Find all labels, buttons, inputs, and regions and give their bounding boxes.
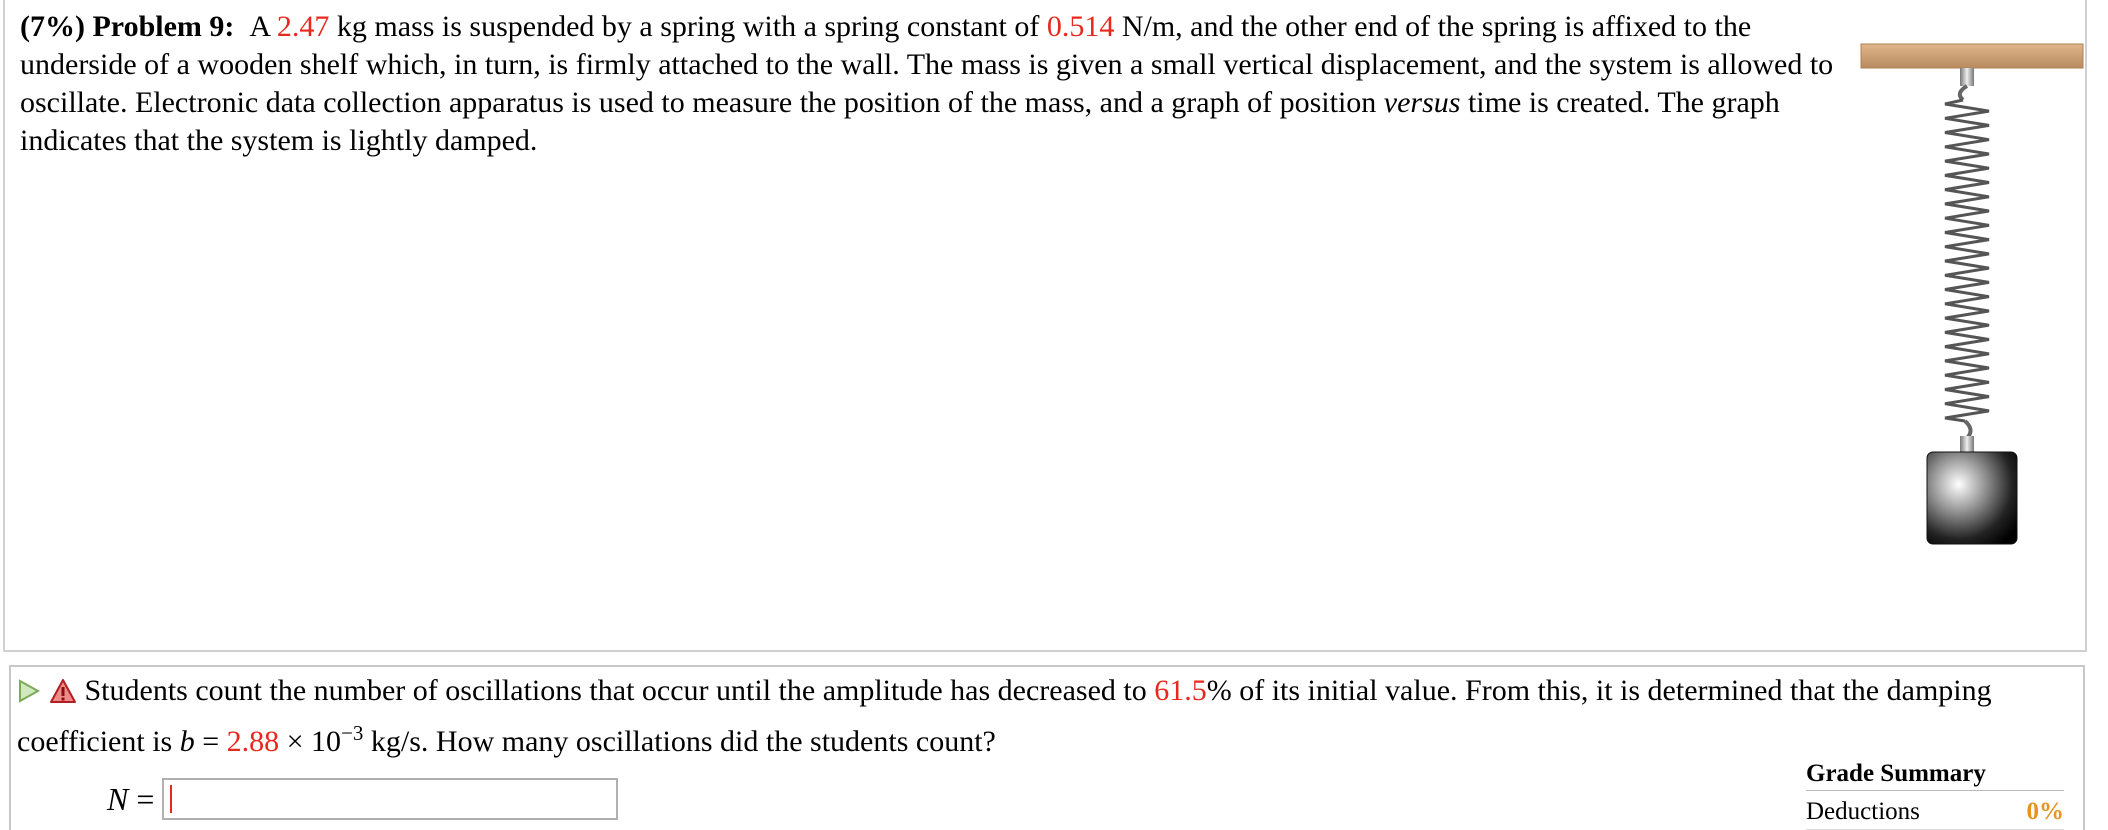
answer-row [107, 775, 618, 823]
problem-text-2: kg mass is suspended by a spring with a spring constant of [329, 10, 1047, 43]
answer-equals: = [136, 780, 155, 817]
percent-value: 61.5 [1154, 674, 1207, 707]
answer-label: N [107, 780, 129, 817]
bottom-hook-curve [1965, 421, 1971, 438]
top-hook [1960, 68, 1974, 86]
question-text-3: kg/s. How many oscillations did the students count? [363, 725, 996, 758]
answer-field-wrap [154, 778, 618, 820]
mass-value: 2.47 [276, 10, 330, 43]
text-cursor [170, 785, 172, 813]
spring-constant-value: 0.514 [1046, 10, 1115, 43]
question-text-2: % of its initial value. From this, it is determined that the damping coefficient is [17, 674, 1992, 758]
bottom-hook [1960, 436, 1974, 452]
question-text-1: Students count the number of oscillations that occur until the amplitude has decreased to [84, 674, 1155, 707]
exponent: −3 [341, 721, 364, 745]
problem-statement [20, 8, 1840, 160]
grade-summary-title: Grade Summary [1806, 760, 2064, 791]
question-statement [17, 671, 2067, 761]
grade-summary [1806, 760, 2064, 830]
equals-sign: = [194, 725, 227, 758]
deductions-label: Deductions [1806, 798, 1920, 825]
play-triangle-icon[interactable] [17, 678, 41, 704]
wooden-shelf [1861, 44, 2083, 68]
times-ten: × 10 [279, 725, 342, 758]
warning-icon[interactable] [49, 678, 77, 704]
problem-text-1: A [249, 10, 277, 43]
damping-coefficient-value: 2.88 [226, 725, 280, 758]
question-panel [9, 665, 2085, 830]
problem-text-4: time is created. The graph indicates that the system is lightly damped. [20, 86, 1780, 157]
spring-coils [1945, 100, 1989, 421]
spring-mass-figure [1855, 38, 2085, 558]
answer-input[interactable] [162, 778, 618, 820]
problem-panel [3, 0, 2087, 652]
problem-label: Problem 9: [92, 10, 235, 43]
problem-text-3: N/m, and the other end of the spring is affixed to the underside of a wooden shelf which, in turn, is firmly attached to the wall. The mass is given a small vertical displacement, and the system is allowed to oscillate. Electronic data collection apparatus is used to measure the position of the mass, and a graph of position [20, 10, 1834, 119]
top-hook-curve [1960, 86, 1967, 100]
problem-text-versus: versus [1383, 86, 1461, 119]
problem-weight: (7%) [20, 10, 85, 43]
grade-summary-row [1806, 795, 2064, 830]
hanging-mass [1927, 452, 2017, 544]
question-icons [17, 675, 77, 714]
b-symbol: b [179, 725, 195, 758]
deductions-value: 0% [2026, 798, 2064, 825]
